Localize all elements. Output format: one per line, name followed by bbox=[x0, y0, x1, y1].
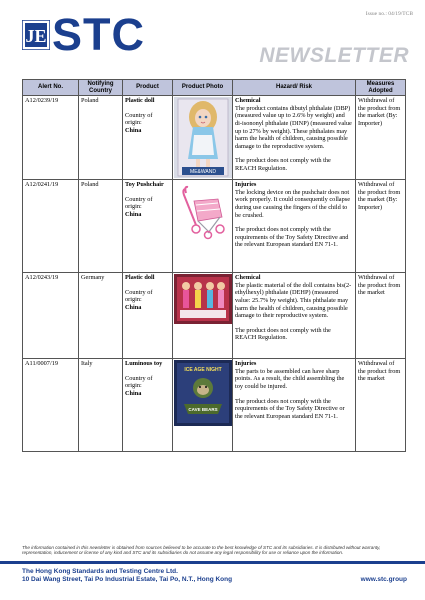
product-name: Toy Pushchair bbox=[125, 181, 164, 189]
compliance-note: The product does not comply with the REACH Regulation. bbox=[235, 157, 331, 172]
company-name: The Hong Kong Standards and Testing Centre Ltd. bbox=[22, 568, 178, 575]
doll-photo bbox=[174, 97, 232, 178]
hazard-cell bbox=[233, 180, 356, 273]
alert-number: A12/0241/19 bbox=[23, 180, 79, 273]
compliance-note: The product does not comply with the REACH Regulation. bbox=[235, 326, 331, 342]
hazard-description: The parts to be assembled can have sharp points. As a result, the child assembling the toy could be injured. bbox=[235, 367, 345, 390]
column-header-product: Product bbox=[123, 80, 173, 96]
measures-adopted: Withdrawal of the product from the market (By: Importer) bbox=[356, 96, 406, 180]
measures-adopted: Withdrawal of the product from the market bbox=[356, 359, 406, 452]
stc-logo-text: STC bbox=[52, 9, 145, 60]
dolls-photo bbox=[174, 274, 232, 324]
table-row bbox=[23, 180, 406, 273]
origin-country: China bbox=[125, 210, 142, 218]
hazard-description: The product contains dibutyl phthalate (DBP) (measured value up to 2.6% by weight) and di-isononyl phthalate (DINP) (measured value up to 27% by weight). These phthalates may harm the health of children, causing possible damage to the reproductive system. bbox=[235, 104, 352, 150]
newsletter-title: NEWSLETTER bbox=[259, 44, 409, 67]
product-name: Plastic doll bbox=[125, 97, 155, 105]
company-info bbox=[22, 568, 232, 584]
photo-caption: ME&WAND bbox=[190, 169, 216, 176]
notifying-country: Germany bbox=[79, 273, 123, 359]
product-photo-cell bbox=[173, 96, 233, 180]
origin-country: China bbox=[125, 126, 142, 134]
column-header-measures: Measures Adopted bbox=[356, 80, 406, 96]
luminous-toy-photo bbox=[174, 360, 232, 426]
product-cell bbox=[123, 96, 173, 180]
product-photo-cell bbox=[173, 180, 233, 273]
origin-label: Country of origin: bbox=[125, 111, 153, 127]
product-photo-cell bbox=[173, 273, 233, 359]
product-photo-cell bbox=[173, 359, 233, 452]
alert-number: A12/0243/19 bbox=[23, 273, 79, 359]
svg-text:JE: JE bbox=[25, 26, 47, 46]
origin-country: China bbox=[125, 303, 142, 311]
footer-divider bbox=[0, 561, 425, 564]
disclaimer-text: The information contained in this newsletter is obtained from sources believed to be accurate to the best knowledge of STC and its subsidiaries. It is distributed without warranty, representation, inducement or license of any kind and STC and its subsidiaries do not assume any legal responsibility for use or reliance upon the information. bbox=[22, 545, 381, 556]
alert-number: A12/0239/19 bbox=[23, 96, 79, 180]
compliance-note: The product does not comply with the requirements of the Toy Safety Directive or the relevant European standard EN 71-1. bbox=[235, 397, 345, 420]
column-header-hazard: Hazard/ Risk bbox=[233, 80, 356, 96]
column-header-alert-no: Alert No. bbox=[23, 80, 79, 96]
product-cell bbox=[123, 273, 173, 359]
photo-caption-bottom: CAVE BEARS bbox=[188, 407, 218, 413]
website-link[interactable]: www.stc.group bbox=[360, 576, 407, 583]
notifying-country: Poland bbox=[79, 96, 123, 180]
origin-label: Country of origin: bbox=[125, 288, 153, 304]
table-row bbox=[23, 273, 406, 359]
notifying-country: Poland bbox=[79, 180, 123, 273]
product-name: Luminous toy bbox=[125, 360, 163, 368]
hazard-type: Injuries bbox=[235, 181, 257, 189]
column-header-photo: Product Photo bbox=[173, 80, 233, 96]
origin-country: China bbox=[125, 389, 142, 397]
hazard-cell bbox=[233, 273, 356, 359]
hazard-cell bbox=[233, 96, 356, 180]
table-row bbox=[23, 359, 406, 452]
hazard-description: The locking device on the pushchair does not work properly. It could consequently collapse during use causing the fingers of the child to be crushed. bbox=[235, 188, 351, 219]
product-cell bbox=[123, 359, 173, 452]
hazard-type: Chemical bbox=[235, 274, 261, 282]
photo-caption-top: ICE AGE NIGHT bbox=[184, 367, 222, 374]
product-name: Plastic doll bbox=[125, 274, 155, 282]
alert-number: A11/0007/19 bbox=[23, 359, 79, 452]
table-header-row bbox=[23, 80, 406, 96]
alerts-table bbox=[22, 79, 406, 452]
table-row bbox=[23, 96, 406, 180]
notifying-country: Italy bbox=[79, 359, 123, 452]
hazard-cell bbox=[233, 359, 356, 452]
origin-label: Country of origin: bbox=[125, 195, 153, 211]
company-address: 10 Dai Wang Street, Tai Po Industrial Estate, Tai Po, N.T., Hong Kong bbox=[22, 576, 233, 583]
product-cell bbox=[123, 180, 173, 273]
origin-label: Country of origin: bbox=[125, 374, 153, 390]
measures-adopted: Withdrawal of the product from the market (By: Importer) bbox=[356, 180, 406, 273]
hazard-type: Injuries bbox=[235, 360, 257, 368]
column-header-country: Notifying Country bbox=[79, 80, 123, 96]
page-header bbox=[0, 0, 425, 74]
compliance-note: The product does not comply with the requirements of the Toy Safety Directive and the relevant European standard EN 71-1. bbox=[235, 226, 349, 249]
issue-number: Issue no.: 04/19/TCB bbox=[365, 11, 413, 17]
measures-adopted: Withdrawal of the product from the market bbox=[356, 273, 406, 359]
pushchair-photo bbox=[174, 181, 232, 241]
stc-logo-icon bbox=[22, 20, 50, 50]
hazard-description: The plastic material of the doll contains bis(2-ethylhexyl) phthalate (DEHP) (measured value: 25.7% by weight). This phthalate may harm the health of children, causing possible damage to their reproductive system. bbox=[235, 281, 352, 320]
hazard-type: Chemical bbox=[235, 97, 261, 105]
